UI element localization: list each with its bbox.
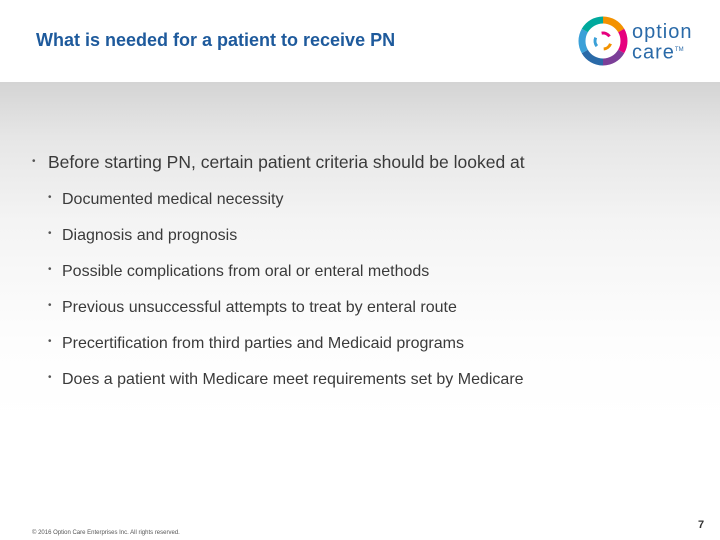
- logo-line-1: option: [632, 21, 693, 43]
- sub-bullet: [48, 262, 688, 298]
- sub-bullet: [48, 334, 688, 370]
- bullet-icon: •: [48, 372, 52, 383]
- page-number: 7: [698, 519, 705, 531]
- bullet-icon: •: [48, 264, 52, 275]
- sub-bullet-text: Documented medical necessity: [62, 191, 284, 209]
- slide-title: What is needed for a patient to receive PN: [36, 30, 396, 50]
- sub-bullet: [48, 370, 688, 406]
- sub-bullet-list: [48, 190, 688, 406]
- logo-line-2: care™: [632, 41, 684, 64]
- bullet-icon: •: [48, 192, 52, 203]
- sub-bullet: [48, 298, 688, 334]
- sub-bullet-text: Possible complications from oral or enteral methods: [62, 263, 430, 281]
- option-care-logo: [578, 16, 698, 72]
- bullet-icon: •: [48, 300, 52, 311]
- slide-header: [0, 0, 720, 82]
- copyright-footer: © 2016 Option Care Enterprises Inc. All rights reserved.: [32, 530, 180, 536]
- main-bullet: [32, 152, 525, 173]
- logo-wordmark: [632, 23, 702, 62]
- slide-body: [0, 82, 720, 540]
- sub-bullet-text: Diagnosis and prognosis: [62, 227, 238, 245]
- logo-trademark: TM: [674, 47, 684, 53]
- main-bullet-text: Before starting PN, certain patient criteria should be looked at: [48, 152, 525, 172]
- sub-bullet-text: Precertification from third parties and Medicaid programs: [62, 335, 464, 353]
- sub-bullet-text: Does a patient with Medicare meet requirements set by Medicare: [62, 371, 524, 389]
- option-care-flower-icon: [578, 16, 628, 66]
- sub-bullet: [48, 190, 688, 226]
- bullet-icon: •: [48, 228, 52, 239]
- bullet-icon: •: [32, 155, 36, 167]
- sub-bullet-text: Previous unsuccessful attempts to treat by enteral route: [62, 299, 457, 317]
- sub-bullet: [48, 226, 688, 262]
- bullet-icon: •: [48, 336, 52, 347]
